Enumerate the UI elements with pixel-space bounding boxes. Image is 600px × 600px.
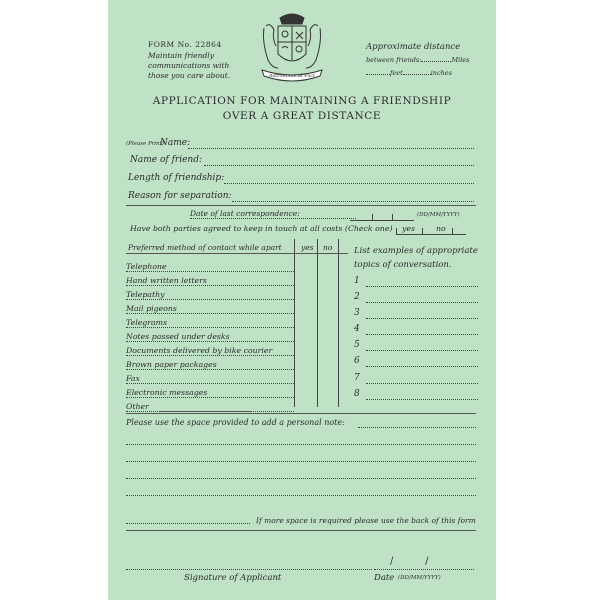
applicant-date-field[interactable] <box>374 569 474 570</box>
date-label: Date <box>374 573 395 583</box>
signature-label: Signature of Applicant <box>184 573 282 583</box>
separation-reason-label: Reason for separation: <box>128 191 232 201</box>
topic-line-3[interactable]: 3 <box>354 308 478 322</box>
distance-title: Approximate distance <box>366 42 461 52</box>
contact-row-courier: Documents delivered by bike courier <box>126 346 332 359</box>
contact-col-no: no <box>323 243 333 252</box>
note-line-4[interactable] <box>126 495 476 496</box>
friend-name-field[interactable] <box>204 165 474 166</box>
other-write-in-line[interactable] <box>160 411 252 412</box>
topic-line-5[interactable]: 5 <box>354 340 478 354</box>
contact-row-letters: Hand written letters <box>126 276 332 289</box>
topic-line-6[interactable]: 6 <box>354 356 478 370</box>
distance-line-1: between friends: Miles <box>366 56 470 64</box>
personal-note-label: Please use the space provided to add a personal note: <box>126 418 345 427</box>
agreed-yes-option[interactable]: yes <box>402 224 416 233</box>
please-print-label: (Please Print) <box>126 141 164 147</box>
contact-row-pigeons: Mail pigeons <box>126 304 332 317</box>
name-label: Name: <box>160 138 191 148</box>
name-field[interactable] <box>188 148 474 149</box>
signature-field[interactable] <box>126 569 372 570</box>
topic-line-8[interactable]: 8 <box>354 389 478 403</box>
crest-banner-text: Astronomical Fact <box>268 73 316 79</box>
contact-row-telegrams: Telegrams <box>126 318 332 331</box>
topics-heading-1: List examples of appropriate <box>354 246 478 256</box>
signature-divider <box>126 530 476 531</box>
agreed-checkbox-line <box>396 225 466 235</box>
contact-row-electronic: Electronic messages <box>126 388 332 401</box>
topic-line-7[interactable]: 7 <box>354 373 478 387</box>
contact-col-yes: yes <box>301 243 314 252</box>
contact-row-notes: Notes passed under desks <box>126 332 332 345</box>
date-slashes: / / <box>390 556 429 567</box>
contact-row-fax: Fax <box>126 374 332 387</box>
tagline-line-3: those you care about. <box>148 71 231 80</box>
note-line-0[interactable] <box>358 427 476 428</box>
date-format: (DD/MM/YYYY) <box>398 575 441 581</box>
tagline-line-2: communications with <box>148 61 230 70</box>
section-divider <box>126 205 476 206</box>
agreed-no-option[interactable]: no <box>436 224 446 233</box>
more-space-note: If more space is required please use the back of this form <box>256 516 476 525</box>
agreed-label: Have both parties agreed to keep in touch at all costs (Check one) <box>130 224 393 233</box>
form-title-line-2: OVER A GREAT DISTANCE <box>222 110 382 122</box>
friend-name-label: Name of friend: <box>130 155 202 165</box>
tagline-line-1: Maintain friendly <box>148 51 214 60</box>
note-line-3[interactable] <box>126 478 476 479</box>
form-title-line-1: APPLICATION FOR MAINTAINING A FRIENDSHIP <box>152 95 452 107</box>
friendship-length-label: Length of friendship: <box>128 173 225 183</box>
last-correspondence-date-field[interactable] <box>350 212 414 221</box>
separation-reason-field[interactable] <box>232 201 474 202</box>
topics-heading-2: topics of conversation. <box>354 260 452 270</box>
note-line-2[interactable] <box>126 461 476 462</box>
friendship-length-field[interactable] <box>224 183 474 184</box>
last-correspondence-underline <box>190 218 356 219</box>
topic-line-2[interactable]: 2 <box>354 292 478 306</box>
last-correspondence-format: (DD/MM/YYYY) <box>417 212 460 218</box>
topic-line-4[interactable]: 4 <box>354 324 478 338</box>
contact-row-packages: Brown paper packages <box>126 360 332 373</box>
form-paper <box>108 0 496 600</box>
crest-emblem-icon <box>256 8 328 86</box>
note-line-1[interactable] <box>126 444 476 445</box>
distance-line-2: feet inches <box>366 69 452 77</box>
last-correspondence-label: Date of last correspondence: <box>190 209 300 218</box>
form-number: FORM No. 22864 <box>148 40 222 49</box>
contact-row-other: Other <box>126 402 332 415</box>
topic-line-1[interactable]: 1 <box>354 276 478 290</box>
contact-method-heading: Preferred method of contact while apart <box>128 243 282 252</box>
contact-row-telephone: Telephone <box>126 262 332 275</box>
contact-row-telepathy: Telepathy <box>126 290 332 303</box>
note-line-5[interactable] <box>126 523 250 524</box>
note-divider <box>126 413 476 414</box>
